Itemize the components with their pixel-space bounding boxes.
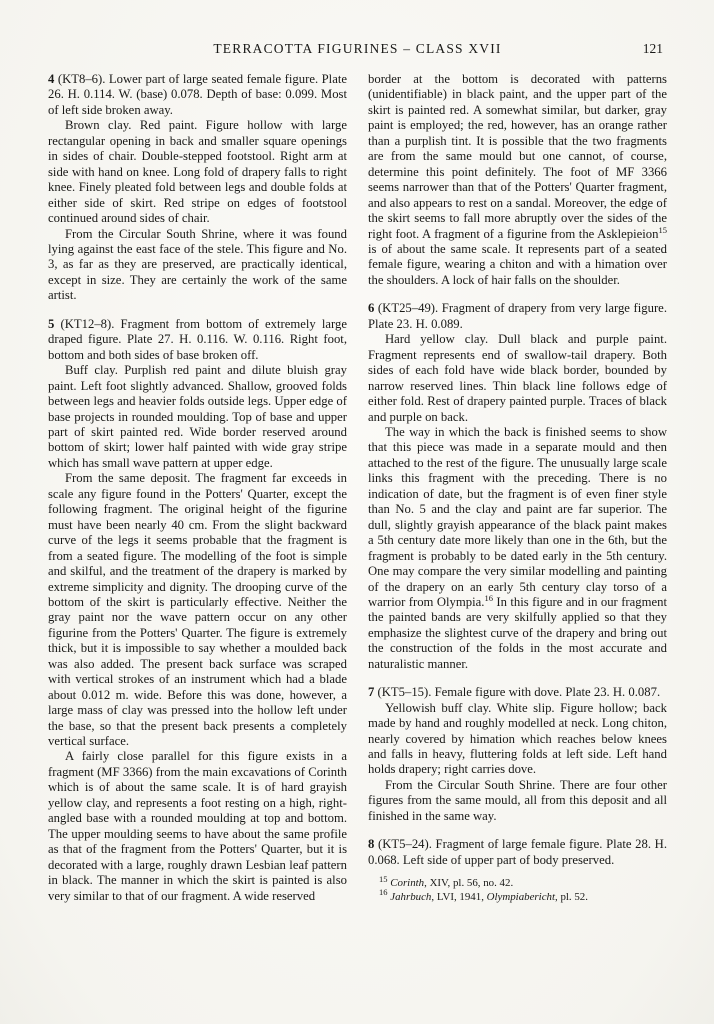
catalogue-entry-6-heading [368,301,667,332]
footnote-italic-title: Olympiabericht [486,890,555,903]
catalogue-entry-5-heading [48,317,347,363]
entry-heading-text: (KT5–15). Female figure with dove. Plate 23. H. 0.087. [374,685,661,700]
footnote-italic-title: Jahrbuch [390,890,432,903]
entry-heading-text: (KT12–8). Fragment from bottom of extremely large draped figure. Plate 27. H. 0.116. W. 0.116. Right foot, bottom and both sides of base broken off. [48,316,347,362]
footnote-reference-16: 16 [484,593,493,604]
footnote-italic-title: Corinth [390,877,425,890]
entry-number: 8 [368,837,375,852]
paragraph-text: border at the bottom is decorated with patterns (unidentifiable) in black paint, and the upper part of the skirt is painted red. A somewhat similar, but darker, gray paint is employed; the red, however, has an orange rather than a purplish tint. It is possible that the two fragments are from the same mould but one cannot, of course, determine this point definitely. The foot of MF 3366 seems narrower than that of the Potters' Quarter fragment, and also appears to rest on a sandal. Moreover, the edge of the skirt seems to fall more abruptly over the sides of the right foot. A fragment of a figurine from the Asklepieion [368,72,667,241]
entry-number: 7 [368,685,375,700]
paragraph-hard-yellow-clay: Hard yellow clay. Dull black and purple paint. Fragment represents end of swallow-tail drapery. Both sides of each fold have wide black border, bounded by narrow reserved lines. Thin black line follows edge of either fold. Rest of drapery painted purple. Traces of black and purple on back. [368,332,667,424]
footnote-15 [368,873,667,890]
paragraph-buff-clay: Buff clay. Purplish red paint and dilute bluish gray paint. Left foot slightly advanced. Shallow, grooved folds between legs and heavier folds outside legs. Upper edge of base projects in rounded moulding. Top of base and upper part of skirt painted red. Wide border reserved around bottom of skirt; lower half painted with wide gray stripe which has small wave pattern at upper edge. [48,363,347,470]
footnote-reference-15: 15 [658,225,667,236]
entry-number: 6 [368,301,375,316]
entry-number: 4 [48,72,55,86]
entry-heading-text: (KT25–49). Fragment of drapery from very large figure. Plate 23. H. 0.089. [368,301,667,331]
paragraph-text: is of about the same scale. It represents part of a seated female figure, wearing a chiton and with a himation over the shoulders. A lock of hair falls on the shoulder. [368,241,667,287]
entry-heading-text: (KT8–6). Lower part of large seated female figure. Plate 26. H. 0.114. W. (base) 0.078. Depth of base: 0.099. Most of left side broken away. [48,72,347,117]
paragraph-parallel: A fairly close parallel for this figure exists in a fragment (MF 3366) from the main excavations of Corinth which is of about the same scale. It is of hard grayish yellow clay, and represents a foot resting on a high, right-angled base with a rounded moulding at top and bottom. The upper moulding seems to have about the same profile as that of the fragment from the Potters' Quarter, but it is decorated with a large, roughly drawn Lesbian leaf pattern in black. The manner in which the skirt is painted is also very similar to that of our fragment. A wide reserved [48,749,347,903]
footnote-text: , LVI, 1941, [431,890,487,903]
paragraph-circular-south-shrine: From the Circular South Shrine. There are four other figures from the same mould, all from this deposit and all finished in the same way. [368,777,667,823]
page-number: 121 [642,41,663,56]
entry-number: 5 [48,316,55,331]
paragraph-yellowish-buff: Yellowish buff clay. White slip. Figure hollow; back made by hand and roughly modelled at neck. Long chiton, nearly covered by himation which reaches below knees and falls in heavy, fluttering folds at left side. Left hand holds drapery; right carries dove. [368,700,667,777]
footnote-16 [368,887,667,904]
left-column [48,72,347,904]
paragraph-brown-clay: Brown clay. Red paint. Figure hollow with large rectangular opening in back and smaller square openings in sides of chair. Double-stepped footstool. Right arm at side with hand on knee. Long fold of drapery falls to right knee. Finely pleated fold between legs and double folds at either side of skirt. Red stripe on edges of footstool continued around sides of chair. [48,118,347,226]
catalogue-entry-7-heading [368,685,667,700]
two-column-text-block [48,72,667,904]
paragraph-text: In this figure and in our fragment the painted bands are very skilfully applied so that they emphasize the slightest curve of the drapery and bring out the construction of the folds in the most accurate and naturalistic manner. [368,594,668,671]
footnote-text: , pl. 52. [555,890,588,903]
footnote-marker: 15 [379,873,388,884]
paragraph-text: The way in which the back is finished seems to show that this piece was made in a separate mould and then attached to the rest of the figure. The unusually large scale links this fragment with the preceding. There is no indication of date, but the fragment is of even finer style than No. 5 and the clay and paint are far superior. The dull, slightly grayish appearance of the black paint makes a 5th century date more likely than one in the 6th, but the fragment is probably to be dated early in the 5th century. One may compare the very similar modelling and painting of the drapery on an early 5th century clay torso of a warrior from Olympia. [368,424,667,609]
paragraph-border-continuation [368,72,667,288]
footnotes-block [368,873,667,904]
catalogue-entry-8-heading [368,837,667,868]
page-header [48,41,667,61]
running-title: TERRACOTTA FIGURINES – CLASS XVII [213,41,502,56]
footnote-marker: 16 [379,887,388,898]
catalogue-entry-4-heading [48,72,347,118]
footnote-text: , XIV, pl. 56, no. 42. [424,877,514,890]
paragraph-back-finished [368,425,667,672]
entry-heading-text: (KT5–24). Fragment of large female figure. Plate 28. H. 0.068. Left side of upper part of body preserved. [368,837,667,867]
paragraph-same-deposit: From the same deposit. The fragment far exceeds in scale any figure found in the Potters' Quarter, except the following fragment. The original height of the figurine must have been nearly 40 cm. From the slight backward curve of the legs it seems probable that the fragment is from a seated figure. The modelling of the foot is simple and skilful, and the treatment of the drapery is marked by extreme simplicity and dignity. The drooping curve of the bottom of the skirt is particularly effective. Neither the gray paint nor the wave pattern occur on any other figurine from the Potters' Quarter. The figure is extremely thick, but it is impossible to say whether a moulded back was also added. The present back surface was scraped with vertical strokes of an instrument which had a blade about 0.012 m. wide. Before this was done, however, a large mass of clay was pressed into the hollow left under the base, so that the present back presents a completely vertical surface. [48,471,347,749]
right-column [368,72,667,904]
paragraph-circular-shrine: From the Circular South Shrine, where it was found lying against the east face of the stele. This figure and No. 3, as far as they are preserved, are practically identical, except in size. They are certainly the work of the same artist. [48,226,347,303]
